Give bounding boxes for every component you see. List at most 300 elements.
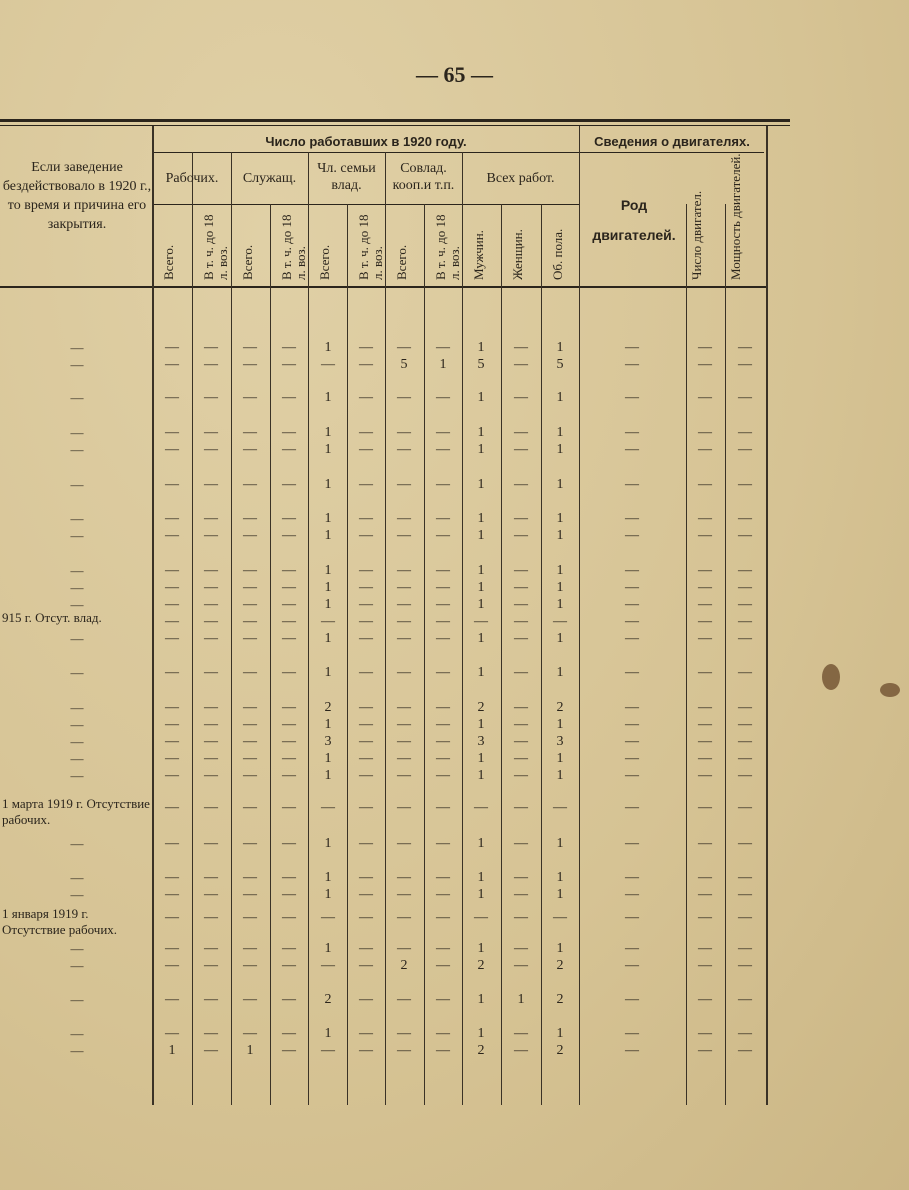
leaf-header: Об. пола.	[550, 228, 565, 280]
table-cell: 2	[324, 992, 332, 1007]
table-cell: —	[165, 614, 179, 629]
engine-kind-header: Род двигателей.	[592, 197, 676, 243]
table-cell: —	[738, 597, 752, 612]
table-cell: —	[165, 751, 179, 766]
table-cell: 2	[477, 1043, 485, 1058]
table-cell: —	[738, 751, 752, 766]
table-cell: —	[514, 511, 528, 526]
table-cell: —	[625, 442, 639, 457]
table-cell: 1	[477, 751, 485, 766]
table-cell: 2	[477, 700, 485, 715]
table-cell: 1	[324, 511, 332, 526]
row-reason: —	[70, 717, 84, 732]
table-cell: 1	[556, 665, 564, 680]
row-reason: —	[70, 425, 84, 440]
table-cell: —	[436, 614, 450, 629]
table-cell: —	[282, 563, 296, 578]
leaf-header: Всего.	[240, 244, 255, 280]
table-cell: —	[165, 734, 179, 749]
table-cell: —	[436, 1026, 450, 1041]
table-cell: 1	[477, 768, 485, 783]
table-cell: —	[359, 751, 373, 766]
table-cell: —	[359, 477, 373, 492]
stain-1	[822, 664, 840, 690]
table-cell: —	[243, 717, 257, 732]
table-cell: 5	[400, 357, 408, 372]
table-cell: —	[165, 631, 179, 646]
table-cell: 1	[477, 887, 485, 902]
table-cell: —	[243, 390, 257, 405]
table-cell: 1	[556, 717, 564, 732]
table-cell: —	[553, 614, 567, 629]
table-cell: —	[625, 597, 639, 612]
table-cell: —	[282, 734, 296, 749]
table-cell: —	[282, 768, 296, 783]
table-cell: —	[738, 511, 752, 526]
table-cell: 1	[556, 1026, 564, 1041]
table-cell: —	[625, 631, 639, 646]
table-cell: —	[514, 958, 528, 973]
engine-leaf-header: Число двигател.	[689, 190, 704, 280]
table-cell: 1	[324, 580, 332, 595]
table-cell: —	[165, 887, 179, 902]
table-cell: —	[397, 631, 411, 646]
table-cell: —	[282, 477, 296, 492]
table-cell: 1	[477, 992, 485, 1007]
table-cell: —	[282, 340, 296, 355]
table-cell: 1	[324, 597, 332, 612]
table-cell: —	[397, 442, 411, 457]
table-cell: —	[204, 477, 218, 492]
table-cell: 1	[477, 511, 485, 526]
sub-header-sovlad: Совлад. кооп.и т.п.	[392, 161, 455, 193]
table-cell: 1	[477, 717, 485, 732]
table-cell: —	[698, 597, 712, 612]
table-cell: 1	[324, 1026, 332, 1041]
table-cell: —	[204, 563, 218, 578]
table-cell: 1	[324, 870, 332, 885]
table-cell: —	[514, 1026, 528, 1041]
leaf-header: Всего.	[394, 244, 409, 280]
table-cell: 1	[556, 768, 564, 783]
table-cell: —	[698, 958, 712, 973]
table-cell: —	[282, 751, 296, 766]
table-cell: —	[698, 836, 712, 851]
table-cell: —	[243, 511, 257, 526]
table-cell: —	[359, 390, 373, 405]
table-cell: —	[165, 1026, 179, 1041]
table-cell: —	[397, 992, 411, 1007]
leaf-header: Мужчин.	[471, 230, 486, 280]
table-cell: —	[282, 614, 296, 629]
table-cell: —	[204, 614, 218, 629]
leaf-header: Всего.	[317, 244, 332, 280]
table-cell: —	[738, 870, 752, 885]
table-cell: —	[282, 958, 296, 973]
table-cell: —	[698, 910, 712, 925]
row-reason: —	[70, 870, 84, 885]
table-cell: —	[243, 700, 257, 715]
table-cell: —	[243, 563, 257, 578]
table-cell: —	[625, 614, 639, 629]
table-cell: —	[397, 836, 411, 851]
table-cell: —	[436, 425, 450, 440]
table-cell: 1	[556, 425, 564, 440]
row-reason: 1 января 1919 г. Отсутствие рабочих.	[2, 906, 118, 937]
table-cell: —	[514, 751, 528, 766]
table-cell: —	[165, 958, 179, 973]
column-rule	[766, 126, 768, 1105]
table-cell: —	[625, 580, 639, 595]
table-cell: —	[243, 751, 257, 766]
table-cell: 1	[324, 477, 332, 492]
table-cell: —	[359, 700, 373, 715]
table-cell: —	[698, 528, 712, 543]
table-cell: —	[165, 717, 179, 732]
table-cell: —	[397, 887, 411, 902]
row-reason: —	[70, 563, 84, 578]
table-cell: 1	[477, 836, 485, 851]
table-cell: 1	[324, 631, 332, 646]
table-cell: —	[204, 910, 218, 925]
table-cell: —	[165, 992, 179, 1007]
table-cell: —	[698, 1026, 712, 1041]
table-cell: 1	[556, 870, 564, 885]
table-cell: —	[436, 700, 450, 715]
row-reason: —	[70, 597, 84, 612]
table-cell: —	[204, 800, 218, 815]
table-cell: —	[436, 563, 450, 578]
table-cell: —	[625, 700, 639, 715]
table-cell: —	[514, 800, 528, 815]
table-cell: —	[436, 768, 450, 783]
row-reason: —	[70, 390, 84, 405]
table-cell: —	[204, 357, 218, 372]
row-reason: —	[70, 442, 84, 457]
table-cell: —	[204, 665, 218, 680]
top-rule-thin	[0, 125, 790, 126]
table-cell: —	[514, 887, 528, 902]
row-reason: —	[70, 887, 84, 902]
table-cell: —	[204, 870, 218, 885]
table-cell: —	[282, 910, 296, 925]
table-cell: —	[514, 836, 528, 851]
table-cell: —	[625, 941, 639, 956]
row-reason: —	[70, 665, 84, 680]
table-cell: —	[514, 357, 528, 372]
table-cell: —	[397, 597, 411, 612]
table-cell: —	[514, 563, 528, 578]
table-cell: 1	[556, 941, 564, 956]
table-cell: —	[738, 910, 752, 925]
table-cell: —	[359, 734, 373, 749]
leaf-header: В т. ч. до 18 л. воз.	[433, 214, 462, 280]
table-cell: —	[243, 614, 257, 629]
table-cell: —	[397, 390, 411, 405]
table-cell: 1	[477, 941, 485, 956]
table-cell: 2	[324, 700, 332, 715]
table-cell: —	[514, 425, 528, 440]
header-bottom-rule	[0, 286, 766, 288]
table-cell: 1	[477, 390, 485, 405]
table-cell: 1	[324, 941, 332, 956]
table-cell: 2	[556, 700, 564, 715]
table-cell: —	[397, 665, 411, 680]
table-cell: —	[698, 357, 712, 372]
table-cell: —	[514, 597, 528, 612]
table-cell: 1	[477, 425, 485, 440]
table-cell: —	[436, 1043, 450, 1058]
table-cell: —	[243, 836, 257, 851]
table-cell: —	[436, 992, 450, 1007]
table-cell: 1	[439, 357, 447, 372]
table-cell: —	[397, 751, 411, 766]
table-cell: 1	[477, 1026, 485, 1041]
table-cell: —	[243, 425, 257, 440]
table-cell: 1	[324, 390, 332, 405]
table-cell: 1	[556, 390, 564, 405]
table-cell: —	[165, 425, 179, 440]
table-cell: —	[282, 887, 296, 902]
table-cell: 1	[556, 477, 564, 492]
table-cell: —	[738, 1026, 752, 1041]
table-cell: —	[698, 390, 712, 405]
table-cell: 1	[324, 340, 332, 355]
table-cell: —	[243, 580, 257, 595]
table-cell: —	[698, 941, 712, 956]
table-cell: —	[165, 563, 179, 578]
table-cell: —	[165, 528, 179, 543]
table-cell: —	[282, 870, 296, 885]
table-cell: —	[436, 717, 450, 732]
table-cell: —	[282, 631, 296, 646]
table-cell: —	[204, 717, 218, 732]
row-reason: 915 г. Отсут. влад.	[2, 610, 102, 625]
table-cell: —	[243, 665, 257, 680]
table-cell: —	[514, 768, 528, 783]
table-cell: —	[625, 1026, 639, 1041]
table-cell: —	[738, 700, 752, 715]
table-cell: —	[698, 717, 712, 732]
table-cell: —	[625, 477, 639, 492]
table-cell: —	[359, 442, 373, 457]
table-cell: —	[698, 700, 712, 715]
table-cell: —	[243, 528, 257, 543]
table-cell: —	[698, 870, 712, 885]
table-cell: —	[165, 941, 179, 956]
table-cell: —	[204, 751, 218, 766]
table-cell: —	[698, 614, 712, 629]
table-cell: —	[243, 631, 257, 646]
table-cell: —	[204, 580, 218, 595]
table-cell: —	[397, 910, 411, 925]
table-cell: 1	[324, 717, 332, 732]
table-cell: —	[625, 734, 639, 749]
table-cell: —	[436, 580, 450, 595]
table-cell: —	[698, 631, 712, 646]
table-cell: 1	[517, 992, 525, 1007]
table-cell: —	[243, 734, 257, 749]
table-cell: —	[698, 992, 712, 1007]
table-cell: —	[436, 941, 450, 956]
table-cell: —	[698, 1043, 712, 1058]
table-cell: —	[514, 941, 528, 956]
table-cell: —	[625, 751, 639, 766]
table-cell: —	[359, 887, 373, 902]
table-cell: —	[204, 836, 218, 851]
table-cell: —	[738, 563, 752, 578]
row-reason: —	[70, 357, 84, 372]
table-cell: —	[436, 887, 450, 902]
leaf-header: Женщин.	[510, 229, 525, 280]
table-cell: —	[698, 800, 712, 815]
table-cell: —	[204, 425, 218, 440]
sub-header-vsego-rabot: Всех работ.	[486, 171, 555, 186]
table-cell: —	[204, 958, 218, 973]
table-cell: —	[514, 870, 528, 885]
table-cell: —	[359, 340, 373, 355]
table-cell: —	[282, 425, 296, 440]
table-cell: —	[625, 836, 639, 851]
table-cell: —	[474, 800, 488, 815]
table-cell: —	[359, 870, 373, 885]
table-cell: —	[397, 528, 411, 543]
table-cell: 2	[556, 992, 564, 1007]
table-cell: —	[282, 390, 296, 405]
table-cell: —	[514, 340, 528, 355]
table-cell: —	[321, 910, 335, 925]
table-cell: —	[738, 631, 752, 646]
table-cell: —	[436, 442, 450, 457]
sub-header-sluzhashch: Служащ.	[242, 171, 297, 186]
table-cell: —	[436, 528, 450, 543]
row-reason: —	[70, 836, 84, 851]
table-cell: 2	[556, 958, 564, 973]
table-cell: —	[436, 958, 450, 973]
row-reason: —	[70, 1026, 84, 1041]
table-cell: —	[625, 800, 639, 815]
table-cell: —	[698, 442, 712, 457]
table-cell: —	[514, 614, 528, 629]
table-cell: —	[243, 958, 257, 973]
table-cell: —	[243, 910, 257, 925]
table-cell: —	[204, 597, 218, 612]
row-reason: —	[70, 511, 84, 526]
table-cell: —	[165, 665, 179, 680]
table-cell: —	[165, 357, 179, 372]
table-cell: —	[436, 870, 450, 885]
table-cell: —	[436, 511, 450, 526]
table-cell: —	[359, 425, 373, 440]
table-cell: —	[698, 477, 712, 492]
table-cell: —	[397, 511, 411, 526]
table-cell: —	[738, 357, 752, 372]
table-cell: 1	[556, 597, 564, 612]
table-cell: —	[738, 836, 752, 851]
table-cell: —	[359, 717, 373, 732]
table-cell: —	[243, 992, 257, 1007]
table-cell: —	[436, 477, 450, 492]
group-header-rule	[152, 152, 764, 153]
row-reason: —	[70, 751, 84, 766]
table-cell: —	[282, 1043, 296, 1058]
table-cell: 2	[477, 958, 485, 973]
table-cell: —	[738, 528, 752, 543]
leaf-header: В т. ч. до 18 л. воз.	[279, 214, 308, 280]
table-cell: —	[436, 340, 450, 355]
table-cell: —	[698, 665, 712, 680]
table-cell: —	[204, 700, 218, 715]
table-cell: —	[165, 511, 179, 526]
row-reason: —	[70, 477, 84, 492]
table-cell: —	[698, 887, 712, 902]
table-cell: —	[514, 1043, 528, 1058]
table-cell: —	[738, 800, 752, 815]
workers-group-header: Число работавших в 1920 году.	[265, 134, 467, 149]
table-cell: —	[397, 563, 411, 578]
table-cell: —	[625, 1043, 639, 1058]
table-cell: —	[359, 357, 373, 372]
table-cell: —	[165, 442, 179, 457]
table-cell: —	[282, 717, 296, 732]
table-cell: —	[204, 390, 218, 405]
table-cell: —	[204, 1026, 218, 1041]
table-cell: —	[698, 768, 712, 783]
table-cell: —	[397, 717, 411, 732]
table-cell: —	[397, 768, 411, 783]
table-cell: 3	[324, 734, 332, 749]
table-cell: —	[282, 941, 296, 956]
table-cell: —	[436, 390, 450, 405]
table-cell: —	[165, 870, 179, 885]
row-reason: —	[70, 958, 84, 973]
table-cell: —	[282, 992, 296, 1007]
table-cell: —	[321, 958, 335, 973]
table-cell: —	[165, 580, 179, 595]
table-cell: —	[204, 734, 218, 749]
table-cell: 1	[477, 563, 485, 578]
table-cell: —	[698, 751, 712, 766]
table-cell: —	[359, 958, 373, 973]
table-cell: —	[204, 992, 218, 1007]
table-cell: —	[243, 597, 257, 612]
table-cell: —	[698, 340, 712, 355]
table-cell: —	[397, 477, 411, 492]
table-cell: —	[359, 910, 373, 925]
table-cell: 1	[324, 836, 332, 851]
table-cell: —	[321, 1043, 335, 1058]
table-cell: —	[397, 870, 411, 885]
table-cell: —	[698, 734, 712, 749]
table-cell: —	[282, 597, 296, 612]
engines-group-header: Сведения о двигателях.	[594, 134, 750, 149]
row-reason: 1 марта 1919 г. Отсутствие рабочих.	[2, 796, 150, 827]
table-cell: —	[204, 340, 218, 355]
table-cell: —	[514, 631, 528, 646]
table-cell: —	[738, 425, 752, 440]
table-cell: 1	[556, 580, 564, 595]
table-cell: —	[165, 700, 179, 715]
table-cell: —	[738, 734, 752, 749]
table-cell: —	[165, 390, 179, 405]
table-cell: 3	[477, 734, 485, 749]
reason-column-header: Если заведение бездействовало в 1920 г., то время и причина его закрытия.	[2, 160, 152, 232]
table-cell: —	[282, 580, 296, 595]
table-cell: —	[514, 442, 528, 457]
table-cell: —	[625, 357, 639, 372]
table-cell: —	[397, 580, 411, 595]
row-reason: —	[70, 700, 84, 715]
